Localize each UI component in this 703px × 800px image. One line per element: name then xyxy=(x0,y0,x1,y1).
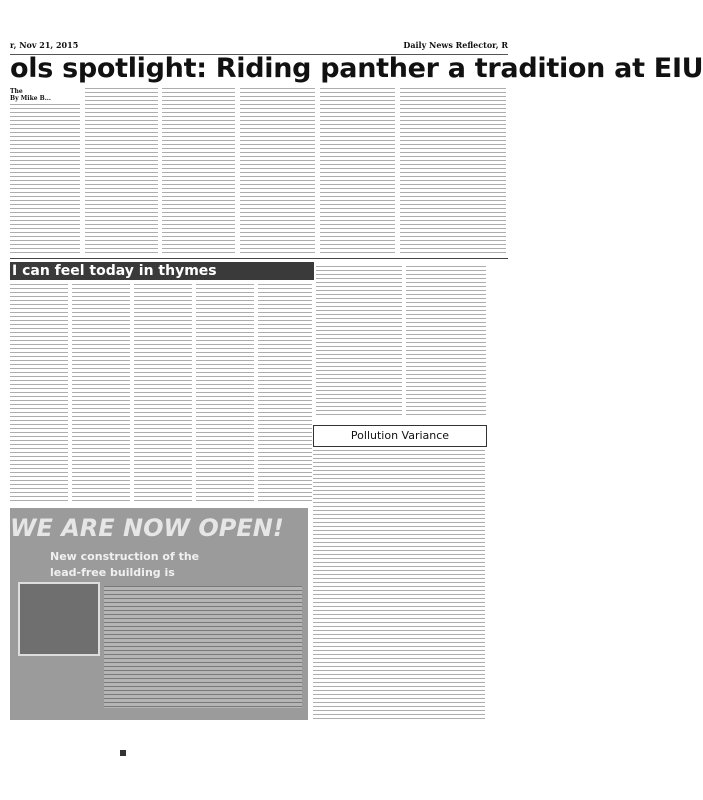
ad-text-panel xyxy=(104,586,302,708)
article-column-4 xyxy=(240,88,315,254)
story-column-1 xyxy=(10,284,68,502)
article-column-6 xyxy=(400,88,506,254)
article-column-2 xyxy=(85,88,158,254)
sidebar-title: Pollution Variance xyxy=(350,429,450,442)
story-column-3 xyxy=(134,284,192,502)
byline-line-1: The xyxy=(10,88,23,95)
advertisement xyxy=(10,508,308,720)
story-column-6 xyxy=(316,266,402,418)
ad-headline: WE ARE NOW OPEN! xyxy=(10,514,284,542)
ad-line-1: New construction of the xyxy=(50,550,200,563)
second-headline: I can feel today in thymes xyxy=(10,262,314,280)
section-rule xyxy=(10,258,508,259)
paper-name: Daily News Reflector, R xyxy=(403,40,508,50)
article-column-1 xyxy=(10,104,80,254)
main-headline: ols spotlight: Riding panther a tradition at EIU xyxy=(10,53,703,84)
sidebar-title-box xyxy=(313,425,487,447)
sidebar-body xyxy=(313,450,485,720)
story-column-5 xyxy=(258,284,312,502)
scan-mark xyxy=(120,750,126,756)
ad-line-2: lead-free building is xyxy=(50,566,175,579)
ad-photo xyxy=(18,582,100,656)
article-column-3 xyxy=(162,88,235,254)
article-column-5 xyxy=(320,88,395,254)
story-column-4 xyxy=(196,284,254,502)
issue-date: r, Nov 21, 2015 xyxy=(10,40,79,50)
byline xyxy=(10,88,80,102)
story-column-2 xyxy=(72,284,130,502)
byline-line-2: By Mike B... xyxy=(10,95,51,102)
story-column-7 xyxy=(406,266,486,418)
